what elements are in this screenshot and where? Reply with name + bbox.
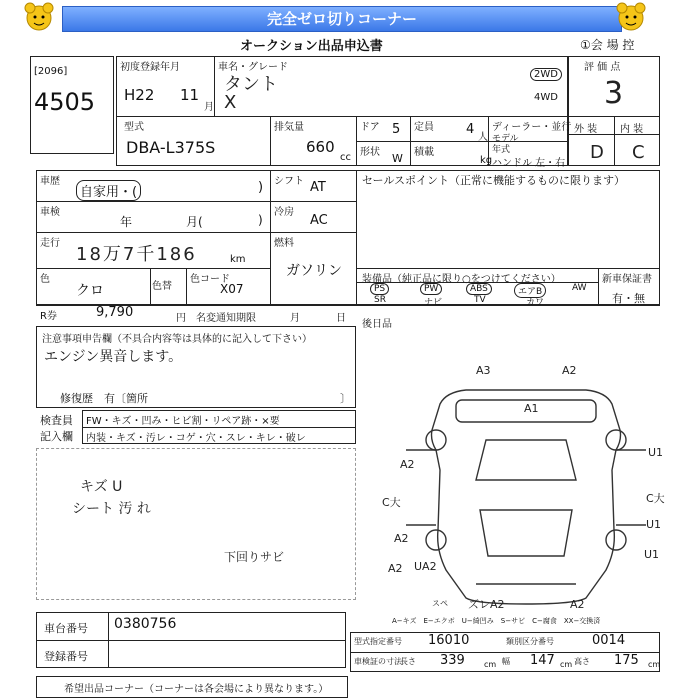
int-label: 内 装 <box>620 124 644 135</box>
mark-left-bumper: A2 <box>388 562 403 575</box>
type-no-label: 型式指定番号 <box>354 637 402 646</box>
load-label: 積載 <box>414 147 434 158</box>
ac-label: 冷房 <box>274 207 294 218</box>
equip-airbag: エアB <box>514 283 546 298</box>
recycle-label: R券 <box>40 311 57 322</box>
chassis-value: 0380756 <box>114 616 177 632</box>
door-value: 5 <box>392 122 401 137</box>
mark-right-front: U1 <box>648 446 664 459</box>
equip-sr: SR <box>374 295 386 305</box>
mark-spare: スペ <box>432 599 448 608</box>
height-unit: cm <box>648 660 661 669</box>
history-value: 自家用・( <box>76 180 141 201</box>
mark-right-quarter: U1 <box>644 548 660 561</box>
wish-label: 希望出品コーナー（コーナーは各会場により異なります。） <box>64 684 329 695</box>
equip-navi: ナビ <box>424 298 443 308</box>
int-grade: C <box>632 142 645 163</box>
color-label: 色 <box>40 274 50 285</box>
name-change-month: 月 <box>290 313 300 324</box>
handle-label: ハンドル 左・右 <box>492 158 566 169</box>
mark-right-door: C大 <box>646 492 665 505</box>
length-label: 長さ <box>400 657 416 666</box>
dealer-label: ディーラー・並行 <box>492 122 572 133</box>
notes-label: 注意事項申告欄（不具合内容等は具体的に記入して下さい） <box>42 334 312 345</box>
reg-month: 11 <box>180 86 200 104</box>
equipment-label: 装備品（純正品に限り○をつけてください） <box>362 274 561 285</box>
color-code: X07 <box>220 282 244 296</box>
capacity-unit: 人 <box>478 132 488 143</box>
handnote-3: 下回りサビ <box>224 550 285 564</box>
displacement-label: 排気量 <box>274 122 304 133</box>
width-value: 147 <box>530 653 555 668</box>
load-unit: kg <box>480 155 493 166</box>
banner <box>0 0 700 38</box>
shift-label: シフト <box>274 176 304 187</box>
name-label: 車名・グレード <box>218 62 288 73</box>
width-label: 幅 <box>502 657 510 666</box>
height-value: 175 <box>614 653 639 668</box>
drive-2wd: 2WD <box>530 68 562 81</box>
type-no-value: 16010 <box>428 633 470 648</box>
model-name: タント <box>224 74 278 95</box>
banner-title: 完全ゼロ切りコーナー <box>62 6 622 32</box>
inspection-close: ) <box>258 213 263 227</box>
ac-value: AC <box>310 213 328 228</box>
mark-left-rear: A2 <box>394 532 409 545</box>
mark-rear-bumper: ズレA2 <box>468 598 505 611</box>
handwriting-area <box>36 448 356 600</box>
equip-pw: PW <box>420 283 442 295</box>
equip-aw: AW <box>572 283 587 293</box>
length-unit: cm <box>484 660 497 669</box>
mileage-label: 走行 <box>40 238 60 249</box>
score-value: 3 <box>604 76 624 111</box>
damage-legend: A−キズ E−エクボ U−綺凹み S−サビ C−腐食 XX−交換済 <box>392 617 601 625</box>
equip-abs: ABS <box>466 283 492 295</box>
type-value: DBA-L375S <box>126 138 216 157</box>
fuel-label: 燃料 <box>274 238 294 249</box>
capacity-label: 定員 <box>414 122 434 133</box>
class-no-value: 0014 <box>592 633 626 648</box>
mileage-unit: km <box>230 254 246 265</box>
mark-right-rear: U1 <box>646 518 662 531</box>
ext-label: 外 装 <box>574 124 598 135</box>
name-change-day: 日 <box>336 313 346 324</box>
sales-point-label: セールスポイント（正常に機能するものに限ります） <box>362 174 626 187</box>
body-value: W <box>392 152 403 165</box>
history-close: ) <box>258 180 264 195</box>
checker-label: 検査員 <box>40 414 73 427</box>
repair-close: 〕 <box>340 392 351 405</box>
lot-number: 4505 <box>34 88 96 116</box>
inspection-year: 年 <box>120 215 133 229</box>
width-unit: cm <box>560 660 573 669</box>
size-label: 車検証の寸法 <box>354 657 402 666</box>
recycle-value: 9,790 <box>96 305 134 320</box>
entry-label: 記入欄 <box>40 430 73 443</box>
drive-4wd: 4WD <box>534 92 558 103</box>
equip-leather: カワ <box>526 298 545 308</box>
mark-left-front: A2 <box>400 458 415 471</box>
repair-label: 修復歴 有〔箇所 <box>60 392 148 405</box>
color-code-label: 色コード <box>190 274 230 285</box>
mark-rear-left: UA2 <box>414 560 437 573</box>
venue-copy: ①会 場 控 <box>580 38 635 52</box>
mark-front: A3 <box>476 364 491 377</box>
chassis-label: 車台番号 <box>44 622 88 635</box>
mascot-icon <box>22 2 56 36</box>
warranty-label: 新車保証書 <box>602 274 652 285</box>
inspection-label: 車検 <box>40 207 60 218</box>
recycle-unit: 円 <box>176 313 186 324</box>
mascot-icon <box>614 2 648 36</box>
mark-hood: A1 <box>524 402 539 415</box>
body-label: 形状 <box>360 147 380 158</box>
car-diagram <box>376 360 676 620</box>
class-no-label: 類別区分番号 <box>506 637 554 646</box>
mileage-value: 18万7千186 <box>76 244 197 265</box>
history-label: 車歴 <box>40 176 60 187</box>
checker-row-2: 内装・キズ・汚レ・コゲ・穴・スレ・キレ・破レ <box>86 433 306 444</box>
year-label: 年式 <box>492 145 511 155</box>
mark-left-door: C大 <box>382 496 401 509</box>
form-subtitle: オークション出品申込書 <box>240 39 383 54</box>
reg-label: 初度登録年月 <box>120 62 180 73</box>
color-value: クロ <box>76 283 104 299</box>
reg-unit: 月 <box>204 102 214 113</box>
notes-text: エンジン異音します。 <box>44 349 183 365</box>
mark-front-right: A2 <box>562 364 577 377</box>
name-change-label: 名変通知期限 <box>196 313 256 324</box>
warranty-value: 有・無 <box>612 292 645 305</box>
reg-era: H22 <box>124 86 155 104</box>
fuel-value: ガソリン <box>286 263 342 279</box>
registration-label: 登録番号 <box>44 650 88 663</box>
equip-ps: PS <box>370 283 389 295</box>
handnote-2: シート 汚 れ <box>72 501 151 517</box>
capacity-value: 4 <box>466 122 475 137</box>
displacement-value: 660 <box>306 138 335 156</box>
handnote-1: キズ U <box>80 479 123 495</box>
ext-grade: D <box>590 142 604 163</box>
height-label: 高さ <box>574 657 590 666</box>
model-label: モデル <box>492 134 519 144</box>
score-label: 評 価 点 <box>584 62 621 73</box>
inspection-month: 月( <box>186 215 203 229</box>
length-value: 339 <box>440 653 465 668</box>
type-label: 型式 <box>124 122 144 133</box>
equip-tv: TV <box>474 295 486 305</box>
grade: X <box>224 92 237 113</box>
shift-value: AT <box>310 180 326 195</box>
door-label: ドア <box>360 122 380 133</box>
checker-row-1: FW・キズ・凹み・ヒビ割・リペア跡・×要 <box>86 416 280 427</box>
rear-goods-label: 後日品 <box>362 319 392 330</box>
color-change-label: 色替 <box>152 281 172 292</box>
lot-code: [2096] <box>34 66 68 77</box>
mark-rear-right: A2 <box>570 598 585 611</box>
displacement-unit: cc <box>340 152 351 163</box>
